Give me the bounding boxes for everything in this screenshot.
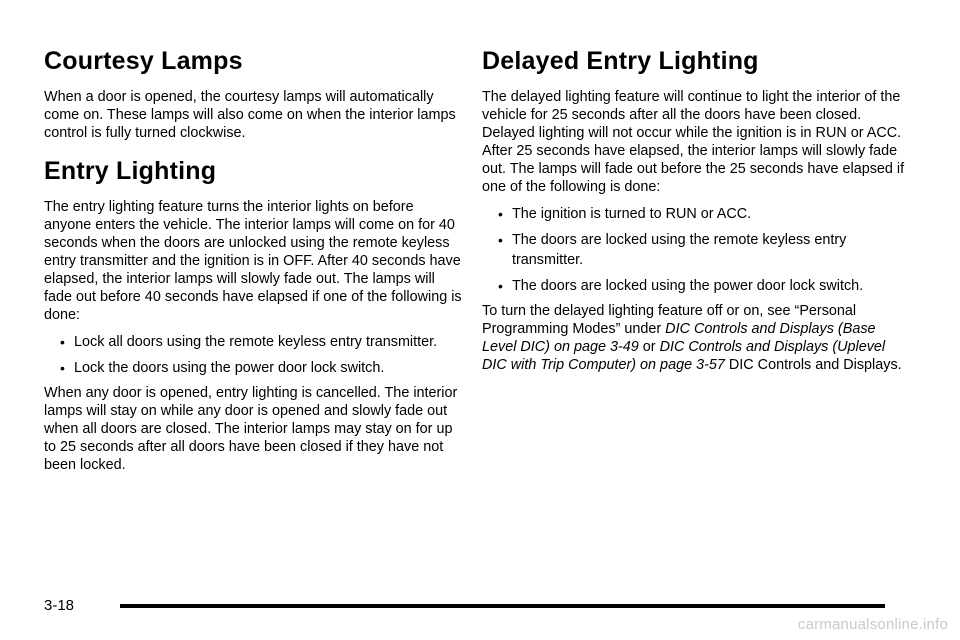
list-item: [44, 332, 464, 352]
list-item: [44, 358, 464, 378]
paragraph-text: To turn the delayed lighting feature off or on, see “Personal Programming Modes” under: [482, 303, 857, 337]
list-item: [482, 230, 912, 270]
watermark-text: carmanualsonline.info: [797, 616, 948, 633]
heading-entry-lighting: Entry Lighting: [44, 157, 217, 185]
list-item-text: The doors are locked using the remote keyless entry transmitter.: [512, 232, 847, 268]
list-item: [482, 204, 912, 224]
entry-lighting-bullet-list: [44, 332, 464, 378]
delayed-lighting-paragraph: The delayed lighting feature will continue to light the interior of the vehicle for 25 seconds after all the doors have been closed. Delayed lighting will not occur while the ignition is in RUN or ACC. After 25 seconds have elapsed, the interior lamps will slowly fade out. The lamps will fade out before the 25 seconds have elapsed if one of the following is done:: [482, 89, 905, 195]
paragraph-text: DIC Controls and Displays.: [724, 357, 902, 373]
heading-courtesy-lamps: Courtesy Lamps: [44, 47, 243, 75]
bullet-icon: •: [60, 360, 65, 376]
programming-modes-paragraph: [482, 302, 912, 374]
list-item-text: The ignition is turned to RUN or ACC.: [512, 206, 752, 222]
cross-reference-link-base-dic[interactable]: DIC Controls and Displays (Base Level DIC) on page 3-49: [482, 321, 876, 355]
bullet-icon: •: [498, 206, 503, 222]
list-item-text: Lock the doors using the power door lock switch.: [74, 360, 385, 376]
heading-delayed-entry-lighting: Delayed Entry Lighting: [482, 47, 759, 75]
paragraph-text: or: [638, 339, 660, 355]
bullet-icon: •: [60, 334, 65, 350]
list-item-text: The doors are locked using the power door lock switch.: [512, 278, 864, 294]
courtesy-lamps-paragraph: When a door is opened, the courtesy lamps will automatically come on. These lamps will also come on when the interior lamps control is fully turned clockwise.: [44, 89, 456, 141]
page-number: 3-18: [44, 597, 75, 614]
left-column: [44, 40, 464, 482]
entry-lighting-cancel-paragraph: When any door is opened, entry lighting is cancelled. The interior lamps will stay on while any door is opened and slowly fade out when all doors are closed. The interior lamps may stay on for up to 25 seconds after all doors have been closed if they have not been locked.: [44, 385, 458, 473]
entry-lighting-paragraph: The entry lighting feature turns the interior lights on before anyone enters the vehicle. The interior lamps will come on for 40 seconds when the doors are unlocked using the remote keyless entry transmitter and the ignition is in OFF. After 40 seconds have elapsed, the interior lamps will slowly fade out. The lamps will fade out before 40 seconds have elapsed if one of the following is done:: [44, 199, 462, 323]
list-item: [482, 276, 912, 296]
cross-reference-link-uplevel-dic[interactable]: DIC Controls and Displays (Uplevel DIC with Trip Computer) on page 3-57: [482, 339, 886, 373]
bullet-icon: •: [498, 232, 503, 248]
right-column: [482, 40, 912, 382]
list-item-text: Lock all doors using the remote keyless entry transmitter.: [74, 334, 438, 350]
footer-rule: [120, 604, 885, 608]
bullet-icon: •: [498, 278, 503, 294]
delayed-lighting-bullet-list: [482, 204, 912, 296]
